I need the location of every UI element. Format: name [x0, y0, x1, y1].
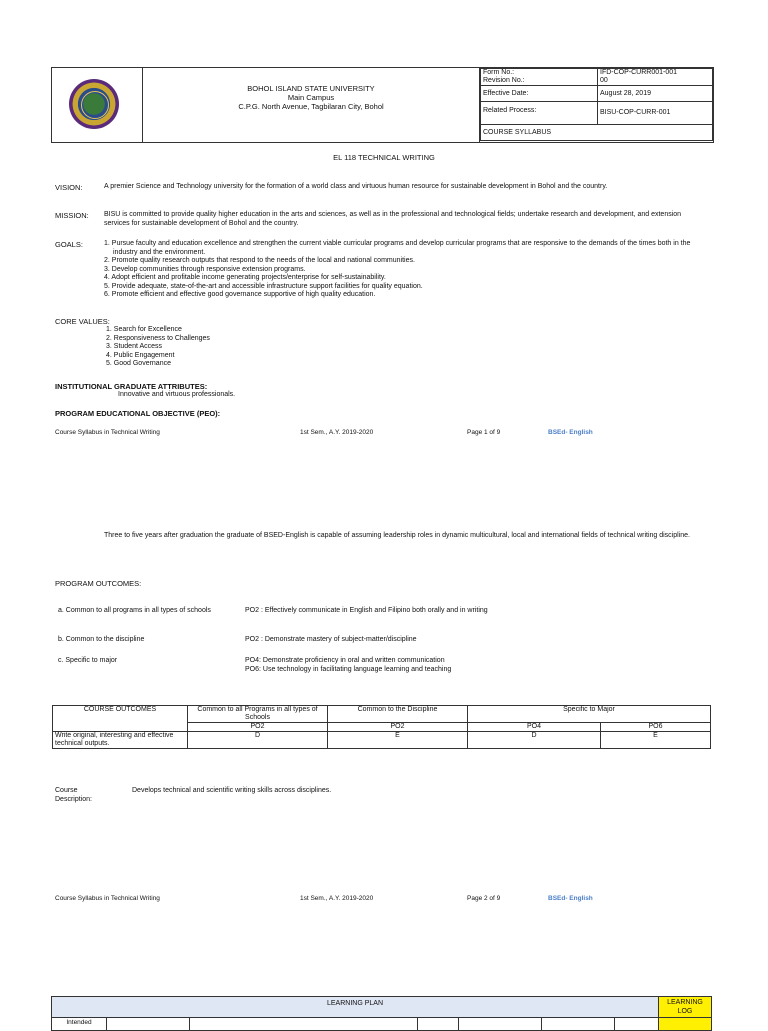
lp-header-cell — [615, 1018, 659, 1031]
goals-label: GOALS: — [55, 240, 83, 249]
program-outcomes-label: PROGRAM OUTCOMES: — [55, 579, 142, 588]
university-name: BOHOL ISLAND STATE UNIVERSITY — [247, 84, 375, 93]
goal-item: 3. Develop communities through responsive extension programs. — [104, 265, 306, 273]
mission-label: MISSION: — [55, 211, 89, 220]
core-value-item: 3. Student Access — [106, 343, 163, 350]
revision-no-value: 00 — [598, 77, 713, 86]
learning-plan-table — [51, 996, 712, 1031]
course-description-text: Develops technical and scientific writing skills across disciplines. — [132, 787, 332, 794]
document-header — [51, 67, 714, 143]
footer-course: Course Syllabus in Technical Writing — [55, 895, 160, 902]
course-outcomes-table — [52, 705, 711, 749]
university-address: C.P.G. North Avenue, Tagbilaran City, Bohol — [238, 102, 384, 111]
form-info-table — [480, 68, 713, 141]
footer-page: Page 1 of 9 — [467, 429, 501, 436]
effective-date-value: August 28, 2019 — [598, 86, 713, 102]
form-no-label: Form No.: — [481, 69, 598, 78]
form-no-value: IFD-COP-CURR001-001 — [598, 69, 713, 78]
sub-header-po: PO2 — [328, 723, 468, 732]
course-outcome-row-label: Write original, interesting and effective technical outputs. — [53, 732, 188, 749]
core-value-item: 4. Public Engagement — [106, 351, 175, 359]
header-course-outcomes: COURSE OUTCOMES — [53, 706, 188, 732]
po-b-label: b. Common to the discipline — [58, 636, 145, 643]
header-common-all: Common to all Programs in all types of Schools — [188, 706, 328, 723]
core-value-item: 5. Good Governance — [106, 360, 171, 367]
header-specific-major: Specific to Major — [468, 706, 711, 723]
course-description-label-2: Description: — [55, 796, 92, 803]
logo-cell — [52, 68, 143, 142]
learning-plan-title: LEARNING PLAN — [52, 997, 659, 1018]
footer-program: BSEd- English — [548, 895, 593, 902]
university-info — [143, 68, 480, 142]
po-a-label: a. Common to all programs in all types of schools — [58, 607, 211, 614]
related-process-label: Related Process: — [481, 102, 598, 125]
outcome-cell: E — [328, 732, 468, 749]
lp-header-cell — [418, 1018, 459, 1031]
iga-label: INSTITUTIONAL GRADUATE ATTRIBUTES: — [55, 382, 208, 391]
po-b-outcome: PO2 : Demonstrate mastery of subject-matter/discipline — [245, 636, 417, 643]
footer-page: Page 2 of 9 — [467, 895, 501, 902]
goals-list — [104, 240, 704, 300]
po-c-outcome-2: PO6: Use technology in facilitating language learning and teaching — [245, 666, 452, 673]
sub-header-po: PO6 — [601, 723, 711, 732]
footer-course: Course Syllabus in Technical Writing — [55, 429, 160, 436]
goal-item: 2. Promote quality research outputs that respond to the needs of the local and national communities. — [104, 257, 415, 264]
po-c-outcome-1: PO4: Demonstrate proficiency in oral and written communication — [245, 657, 445, 664]
sub-header-po: PO2 — [188, 723, 328, 732]
core-value-item: 2. Responsiveness to Challenges — [106, 334, 210, 342]
footer-semester: 1st Sem., A.Y. 2019-2020 — [300, 429, 374, 436]
header-common-discipline: Common to the Discipline — [328, 706, 468, 723]
revision-no-label: Revision No.: — [481, 77, 598, 86]
lp-header-cell — [659, 1018, 712, 1031]
core-values-label: CORE VALUES: — [55, 317, 110, 326]
lp-header-cell — [190, 1018, 418, 1031]
po-c-label: c. Specific to major — [58, 657, 118, 664]
mission-text: BISU is committed to provide quality higher education in the arts and sciences, as well as in the professional and technological fields; undertake research and development, and extension services for sustainable development of Bohol and the country. — [104, 211, 682, 227]
course-description-label-1: Course — [55, 787, 78, 794]
core-values-list — [106, 326, 210, 369]
footer-program: BSEd- English — [548, 429, 593, 436]
related-process-value: BISU-COP-CURR-001 — [598, 102, 713, 125]
university-seal-logo — [69, 79, 119, 129]
intended-column-header: Intended — [52, 1018, 107, 1031]
lp-header-cell — [459, 1018, 542, 1031]
campus-name: Main Campus — [287, 93, 335, 102]
footer-semester: 1st Sem., A.Y. 2019-2020 — [300, 895, 374, 902]
sub-header-po: PO4 — [468, 723, 601, 732]
vision-label: VISION: — [55, 183, 83, 192]
course-title: EL 118 TECHNICAL WRITING — [333, 153, 435, 162]
goal-item: 4. Adopt efficient and profitable income generating projects/enterprise for self-sustainability. — [104, 274, 386, 281]
lp-header-cell — [107, 1018, 190, 1031]
po-a-outcome: PO2 : Effectively communicate in English and Filipino both orally and in writing — [245, 607, 488, 614]
outcome-cell: D — [188, 732, 328, 749]
goal-item: 1. Pursue faculty and education excellence and strengthen the current viable curricular programs and develop curricular programs that are responsive to the demands of the times both in the industry and the environment. — [104, 240, 691, 256]
vision-text: A premier Science and Technology university for the formation of a world class and virtuous human resource for sustainable development in Bohol and the country. — [104, 183, 608, 190]
lp-header-cell — [542, 1018, 615, 1031]
learning-log-header: LEARNING LOG — [659, 997, 712, 1018]
peo-text: Three to five years after graduation the graduate of BSED-English is capable of assuming leadership roles in dynamic multicultural, local and international fields of technical writing discipline. — [104, 532, 690, 539]
effective-date-label: Effective Date: — [481, 86, 598, 102]
core-value-item: 1. Search for Excellence — [106, 326, 182, 333]
goal-item: 5. Provide adequate, state-of-the-art and accessible infrastructure support facilities for quality equation. — [104, 282, 423, 290]
peo-label: PROGRAM EDUCATIONAL OBJECTIVE (PEO): — [55, 409, 221, 418]
course-syllabus-label: COURSE SYLLABUS — [481, 125, 713, 141]
goal-item: 6. Promote efficient and effective good governance supportive of high quality education. — [104, 291, 376, 298]
outcome-cell: E — [601, 732, 711, 749]
outcome-cell: D — [468, 732, 601, 749]
iga-text: Innovative and virtuous professionals. — [118, 391, 236, 398]
